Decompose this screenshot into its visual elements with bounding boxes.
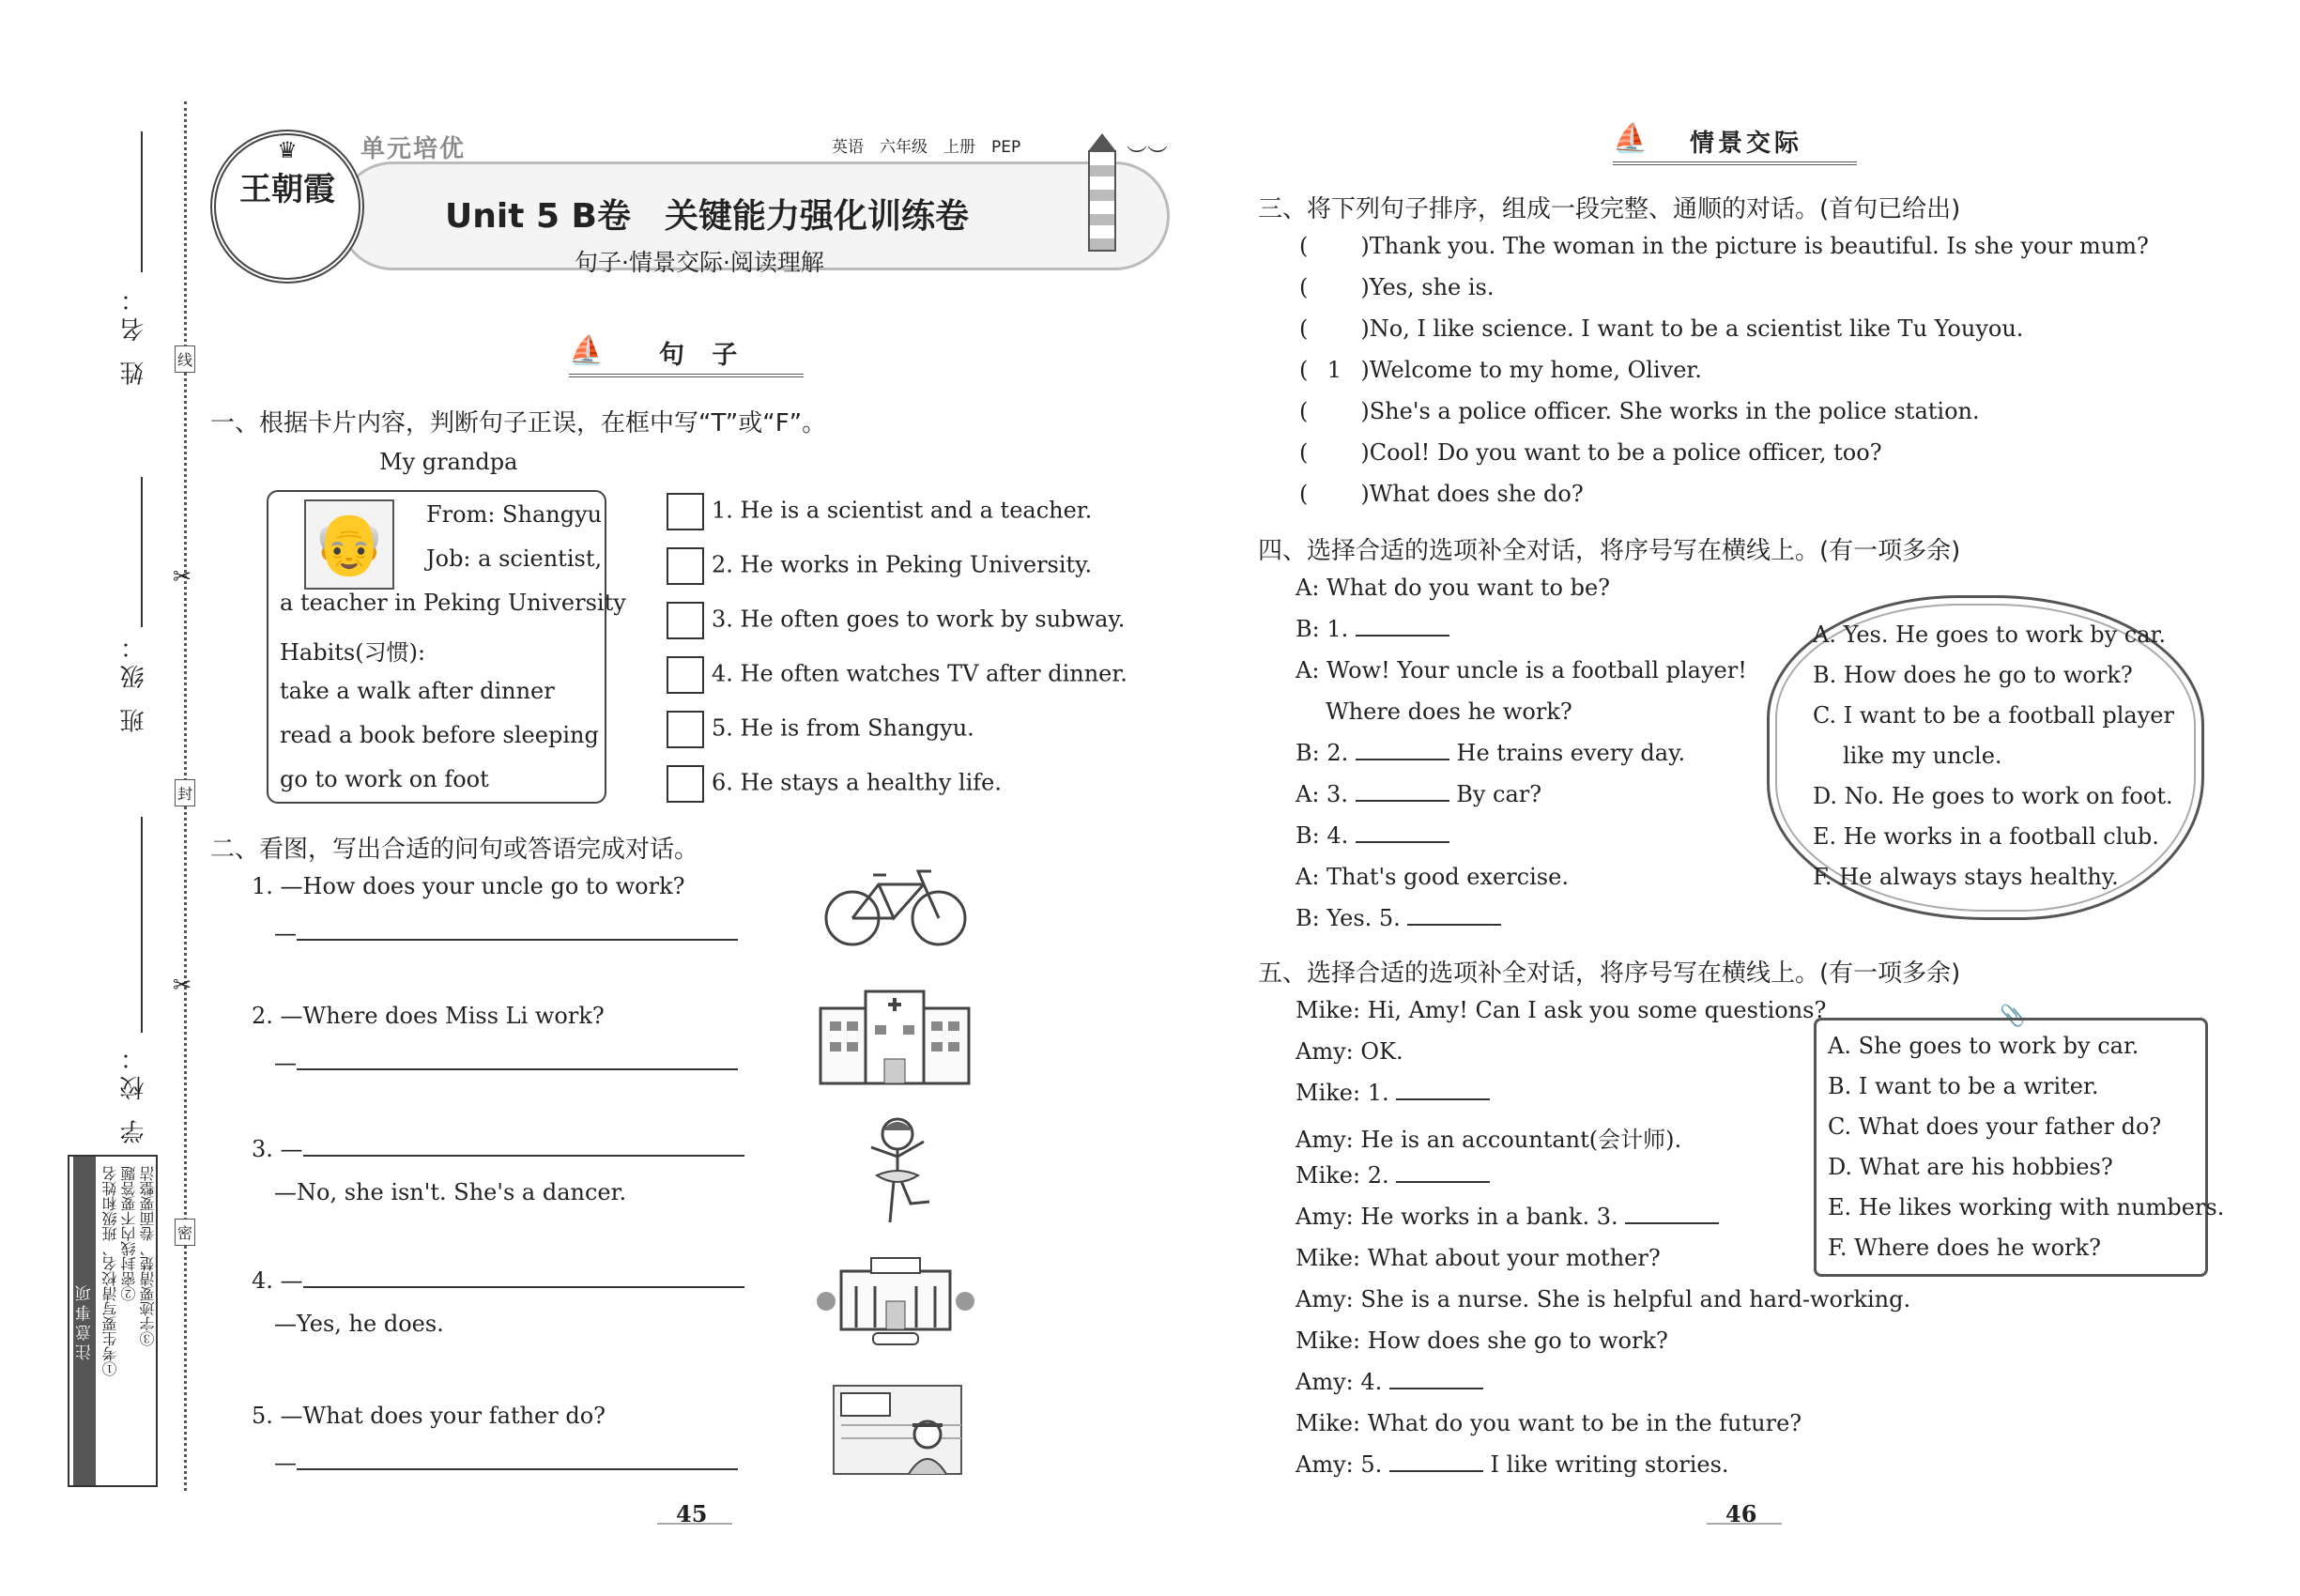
- q5-line: Amy: 4.: [1296, 1369, 1483, 1395]
- card-line: Habits(习惯):: [280, 639, 426, 666]
- clip-icon: 📎: [2000, 1005, 2026, 1028]
- statement-row: 4. He often watches TV after dinner.: [667, 656, 1127, 694]
- q4-line: A: That's good exercise.: [1296, 864, 1569, 890]
- grandpa-portrait: 👴: [304, 499, 394, 590]
- answer-line[interactable]: [1356, 634, 1449, 637]
- q4-instruction: 四、选择合适的选项补全对话，将序号写在横线上。(有一项多余): [1258, 537, 1961, 565]
- q2-line: 4. —: [252, 1267, 744, 1294]
- option-item: D. No. He goes to work on foot.: [1813, 783, 2173, 809]
- crown-icon: ♛: [277, 137, 298, 163]
- answer-line[interactable]: [1356, 799, 1449, 802]
- q5-line: Mike: What do you want to be in the future?: [1296, 1410, 1802, 1436]
- q4-line: B: 1.: [1296, 616, 1449, 642]
- q5-line: Amy: He is an accountant(会计师).: [1296, 1127, 1682, 1153]
- q5-line: Amy: OK.: [1296, 1038, 1403, 1065]
- q5-line: Amy: 5. I like writing stories.: [1296, 1451, 1729, 1478]
- q3-row: ( )Cool! Do you want to be a police officer, too?: [1299, 439, 1882, 466]
- q4-line: B: 2. He trains every day.: [1296, 740, 1686, 766]
- option-item: F. Where does he work?: [1828, 1235, 2101, 1261]
- answer-box[interactable]: [667, 656, 704, 694]
- seal-mark-secret: 密: [175, 1219, 195, 1246]
- statement-row: 1. He is a scientist and a teacher.: [667, 493, 1092, 530]
- q5-line: Amy: He works in a bank. 3.: [1296, 1204, 1719, 1230]
- seal-mark-seal: 封: [175, 779, 195, 806]
- option-item: E. He likes working with numbers.: [1828, 1194, 2225, 1220]
- card-line: From: Shangyu: [426, 501, 603, 528]
- answer-line[interactable]: [297, 1067, 738, 1070]
- q5-line: Mike: What about your mother?: [1296, 1245, 1661, 1271]
- answer-line[interactable]: [297, 1467, 738, 1470]
- answer-line[interactable]: [1389, 1387, 1483, 1389]
- option-item: C. What does your father do?: [1828, 1113, 2162, 1140]
- option-item: like my uncle.: [1843, 743, 2002, 769]
- q1-instruction: 一、根据卡片内容，判断句子正误，在框中写“T”或“F”。: [210, 409, 827, 437]
- statement-row: 6. He stays a healthy life.: [667, 765, 1002, 803]
- q5-instruction: 五、选择合适的选项补全对话，将序号写在横线上。(有一项多余): [1258, 959, 1961, 988]
- seal-mark-line: 线: [175, 345, 195, 373]
- section-banner-text: 句 子: [659, 341, 747, 370]
- q2-line: 5. —What does your father do?: [252, 1403, 606, 1429]
- section-banner-text: 情景交际: [1690, 130, 1803, 158]
- class-field[interactable]: [141, 477, 143, 627]
- card-line: a teacher in Peking University: [280, 590, 626, 616]
- statement-row: 3. He often goes to work by subway.: [667, 602, 1125, 639]
- scissors-icon: ✂: [173, 972, 192, 998]
- answer-line[interactable]: [1396, 1097, 1490, 1100]
- subject-info: 英语 六年级 上册 PEP: [832, 138, 1021, 157]
- q2-line: —: [274, 920, 738, 946]
- q5-options-box: [1814, 1018, 2225, 1277]
- answer-line[interactable]: [1625, 1221, 1719, 1224]
- page-subtitle: 句子·情景交际·阅读理解: [575, 249, 824, 276]
- notice-item: ①考生要写清校名、班级和姓名: [101, 1166, 119, 1376]
- option-item: F. He always stays healthy.: [1813, 864, 2119, 890]
- notice-item: ②密封线内不要答题: [120, 1166, 138, 1301]
- order-number[interactable]: 1: [1326, 357, 1342, 383]
- q4-line: Where does he work?: [1326, 698, 1572, 725]
- q3-row: ( )No, I like science. I want to be a scientist like Tu Youyou.: [1299, 315, 2024, 342]
- gull-icon: ︶︶: [1127, 146, 1169, 169]
- brand-badge: 单元培优: [360, 135, 467, 163]
- q3-row: ( 1 )Welcome to my home, Oliver.: [1299, 357, 1702, 383]
- answer-box[interactable]: [667, 602, 704, 639]
- q2-line: —: [274, 1450, 738, 1476]
- card-line: read a book before sleeping: [280, 722, 599, 748]
- q2-line: 3. —: [252, 1136, 744, 1162]
- notice-item: ③字迹要清楚、卷面要整洁: [139, 1166, 157, 1346]
- q4-options-cloud: [1767, 595, 2204, 920]
- q3-row: ( )She's a police officer. She works in the police station.: [1299, 398, 1980, 424]
- sailboat-icon: ⛵: [569, 334, 605, 367]
- q2-line: —: [274, 1050, 738, 1076]
- page-title: Unit 5 B卷 关键能力强化训练卷: [445, 197, 969, 236]
- q5-line: Mike: 2.: [1296, 1162, 1490, 1189]
- school-label: 学 校：: [120, 1040, 148, 1144]
- option-item: B. How does he go to work?: [1813, 662, 2133, 688]
- school-field[interactable]: [141, 817, 143, 1033]
- class-label: 班 级：: [120, 629, 148, 733]
- q4-line: A: What do you want to be?: [1296, 575, 1611, 601]
- option-item: A. Yes. He goes to work by car.: [1813, 622, 2166, 648]
- hospital-picture: [817, 988, 973, 1085]
- q3-row: ( )Thank you. The woman in the picture is beautiful. Is she your mum?: [1299, 233, 2149, 259]
- q3-row: ( )What does she do?: [1299, 481, 1584, 507]
- option-item: E. He works in a football club.: [1813, 823, 2159, 850]
- section-banner-sentences: [569, 334, 804, 372]
- statement-row: 5. He is from Shangyu.: [667, 711, 974, 748]
- answer-line[interactable]: [303, 1154, 744, 1157]
- q3-row: ( )Yes, she is.: [1299, 274, 1495, 300]
- logo-text: 王朝霞: [239, 171, 335, 208]
- card-line: take a walk after dinner: [280, 678, 555, 704]
- page-ornament: [1707, 1523, 1782, 1525]
- brand-logo: [210, 130, 364, 284]
- answer-line[interactable]: [1396, 1180, 1490, 1183]
- lighthouse-icon: [1085, 133, 1119, 255]
- q5-line: Mike: Hi, Amy! Can I ask you some questions?: [1296, 997, 1827, 1023]
- info-card: [267, 490, 626, 804]
- answer-box[interactable]: [667, 765, 704, 803]
- option-item: B. I want to be a writer.: [1828, 1073, 2099, 1099]
- answer-box[interactable]: [667, 711, 704, 748]
- scissors-icon: ✂: [173, 563, 192, 590]
- postman-picture: [826, 1378, 967, 1476]
- name-field[interactable]: [141, 131, 143, 272]
- option-item: A. She goes to work by car.: [1828, 1033, 2139, 1059]
- q4-line: A: Wow! Your uncle is a football player!: [1296, 657, 1747, 683]
- answer-box[interactable]: [667, 493, 704, 530]
- answer-line[interactable]: [1356, 840, 1449, 843]
- q4-line: B: 4.: [1296, 822, 1449, 849]
- answer-line[interactable]: [303, 1285, 744, 1288]
- q5-line: Amy: She is a nurse. She is helpful and hard-working.: [1296, 1286, 1911, 1312]
- answer-line[interactable]: [1389, 1469, 1483, 1472]
- answer-line[interactable]: [1356, 758, 1449, 760]
- card-line: Job: a scientist,: [426, 545, 603, 572]
- police-station-picture: [815, 1245, 976, 1348]
- q4-line: B: Yes. 5.: [1296, 905, 1501, 931]
- sailboat-icon: ⛵: [1613, 122, 1648, 155]
- q2-line: —No, she isn't. She's a dancer.: [274, 1179, 627, 1205]
- option-item: C. I want to be a football player: [1813, 702, 2174, 729]
- card-title: My grandpa: [379, 449, 518, 475]
- dancer-picture: [852, 1113, 943, 1230]
- answer-box[interactable]: [667, 547, 704, 585]
- q5-line: Mike: How does she go to work?: [1296, 1327, 1668, 1354]
- q4-line: A: 3. By car?: [1296, 781, 1542, 807]
- answer-line[interactable]: [1407, 923, 1501, 926]
- page-number-left: 45: [676, 1500, 708, 1527]
- q2-instruction: 二、看图，写出合适的问句或答语完成对话。: [210, 836, 699, 864]
- answer-line[interactable]: [297, 938, 738, 941]
- q2-line: 1. —How does your uncle go to work?: [252, 873, 685, 899]
- notice-box: [68, 1155, 158, 1487]
- notice-title: 注意事项: [73, 1157, 96, 1485]
- option-item: D. What are his hobbies?: [1828, 1154, 2113, 1180]
- page-ornament: [657, 1523, 732, 1525]
- card-line: go to work on foot: [280, 766, 489, 792]
- page-number-right: 46: [1725, 1500, 1757, 1527]
- q2-line: 2. —Where does Miss Li work?: [252, 1003, 605, 1029]
- name-label: 姓 名：: [120, 282, 148, 386]
- q3-instruction: 三、将下列句子排序，组成一段完整、通顺的对话。(首句已给出): [1258, 195, 1961, 223]
- bicycle-picture: [820, 862, 971, 952]
- section-banner-dialogue: [1613, 122, 1857, 160]
- q2-line: —Yes, he does.: [274, 1311, 444, 1337]
- statement-row: 2. He works in Peking University.: [667, 547, 1092, 585]
- q5-line: Mike: 1.: [1296, 1080, 1490, 1106]
